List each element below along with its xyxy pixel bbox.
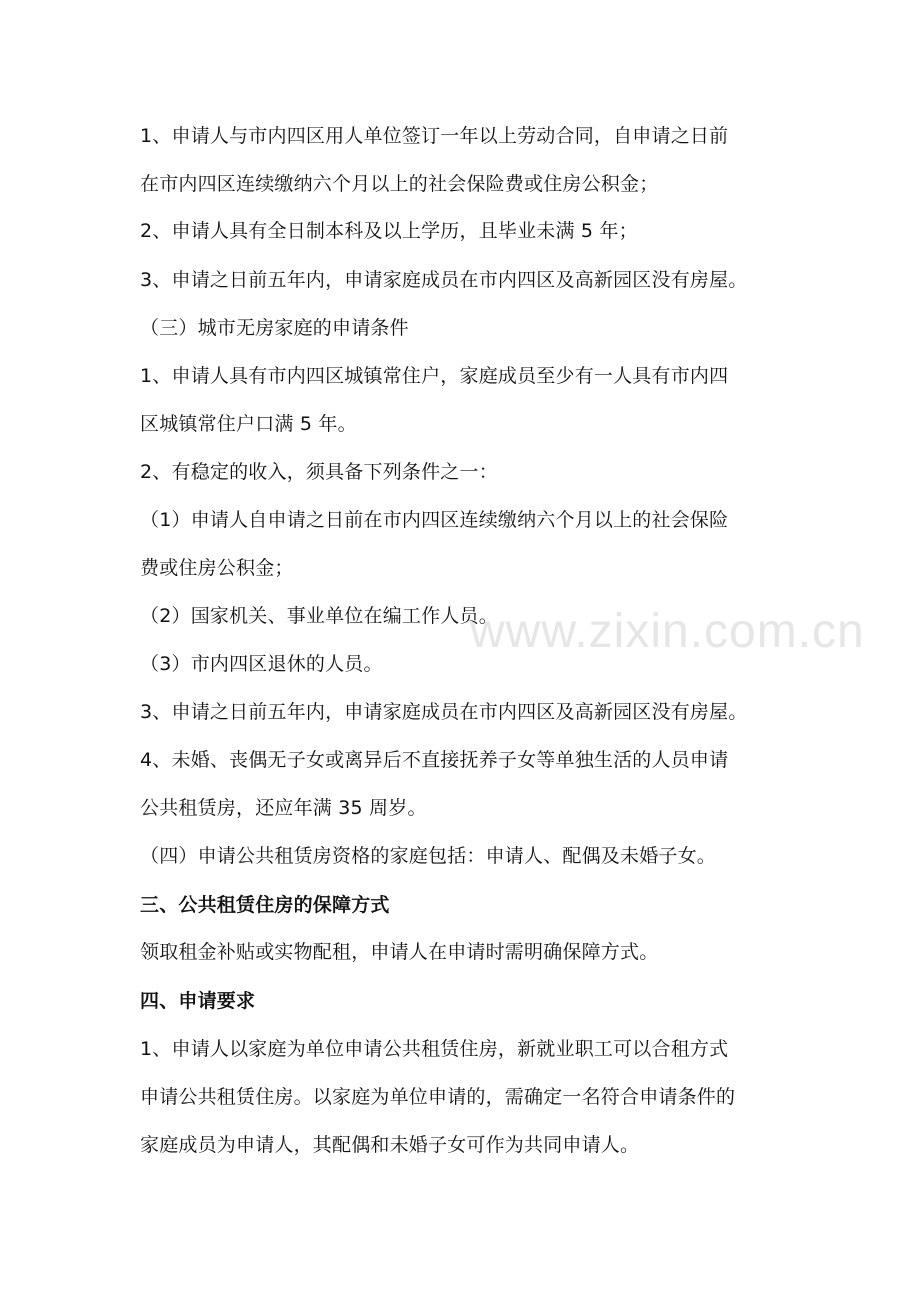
- paragraph-line: 3、申请之日前五年内，申请家庭成员在市内四区及高新园区没有房屋。: [140, 269, 748, 291]
- paragraph-line: （1）申请人自申请之日前在市内四区连续缴纳六个月以上的社会保险: [140, 509, 729, 531]
- paragraph-line: 1、申请人与市内四区用人单位签订一年以上劳动合同，自申请之日前: [140, 125, 729, 147]
- section-subheading: （四）申请公共租赁房资格的家庭包括：申请人、配偶及未婚子女。: [140, 845, 717, 867]
- paragraph-line: 在市内四区连续缴纳六个月以上的社会保险费或住房公积金；: [140, 173, 659, 195]
- paragraph-line: 公共租赁房，还应年满 35 周岁。: [140, 797, 427, 819]
- paragraph-line: 领取租金补贴或实物配租，申请人在申请时需明确保障方式。: [140, 941, 659, 963]
- paragraph-line: 区城镇常住户口满 5 年。: [140, 413, 357, 435]
- paragraph-line: 4、未婚、丧偶无子女或离异后不直接抚养子女等单独生活的人员申请: [140, 749, 729, 771]
- paragraph-line: 申请公共租赁住房。以家庭为单位申请的，需确定一名符合申请条件的: [140, 1086, 736, 1108]
- section-heading: 三、公共租赁住房的保障方式: [140, 894, 390, 916]
- paragraph-line: 家庭成员为申请人，其配偶和未婚子女可作为共同申请人。: [140, 1134, 640, 1156]
- paragraph-line: 费或住房公积金；: [140, 557, 294, 579]
- paragraph-line: 2、有稳定的收入，须具备下列条件之一：: [140, 461, 498, 483]
- paragraph-line: 2、申请人具有全日制本科及以上学历，且毕业未满 5 年；: [140, 220, 638, 242]
- watermark: www.zixin.com.cn: [470, 605, 865, 658]
- paragraph-line: （2）国家机关、事业单位在编工作人员。: [140, 605, 498, 627]
- section-heading: 四、申请要求: [140, 990, 256, 1012]
- paragraph-line: 3、申请之日前五年内，申请家庭成员在市内四区及高新园区没有房屋。: [140, 701, 748, 723]
- paragraph-line: 1、申请人以家庭为单位申请公共租赁住房，新就业职工可以合租方式: [140, 1038, 729, 1060]
- paragraph-line: （3）市内四区退休的人员。: [140, 653, 383, 675]
- section-subheading: （三）城市无房家庭的申请条件: [140, 317, 409, 339]
- paragraph-line: 1、申请人具有市内四区城镇常住户，家庭成员至少有一人具有市内四: [140, 365, 729, 387]
